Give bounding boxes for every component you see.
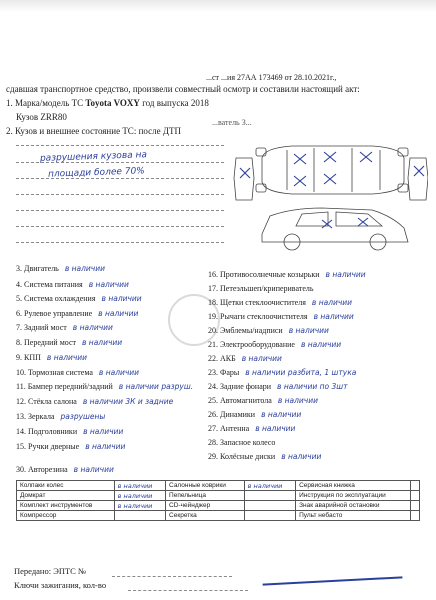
item-10: 10. Тормозная система в наличии — [16, 368, 140, 377]
model-year: год выпуска 2018 — [142, 98, 209, 108]
owner-partial: ...ватель З... — [212, 118, 252, 127]
item-17: 17. Петеэльшеп/крипериватель — [208, 284, 314, 293]
keys-line: Ключи зажигания, кол-во — [14, 580, 107, 590]
item-12: 12. Стёкла салона в наличии 3К и задние — [16, 397, 174, 406]
body-condition-line — [6, 126, 181, 137]
item-6: 6. Рулевое управление в наличии — [16, 309, 139, 318]
item-5: 5. Система охлаждения в наличии — [16, 294, 142, 303]
item-25: 25. Автомагнитола в наличии — [208, 396, 318, 405]
body-damage-note-1: разрушения кузова на — [39, 150, 148, 164]
blank-line — [16, 178, 224, 179]
item-24: 24. Задние фонари в наличии по 3шт — [208, 382, 348, 391]
blank-line — [112, 576, 232, 577]
blank-line — [16, 194, 224, 195]
item-14: 14. Подголовники в наличии — [16, 427, 124, 436]
table-row: Колпаки колес в наличии Салонные коврики в наличии Сервисная книжка — [17, 481, 420, 491]
item-11: 11. Бампер передний/задний в наличии разруш. — [16, 382, 194, 391]
item-15: 15. Ручки дверные в наличии — [16, 442, 126, 451]
item-18: 18. Щетки стеклоочистителя в наличии — [208, 298, 353, 307]
blank-line — [16, 226, 224, 227]
item-8: 8. Передний мост в наличии — [16, 338, 123, 347]
body-damage-note-2: площади более 70% — [47, 166, 145, 180]
vehicle-model-line — [6, 98, 209, 109]
item-28: 28. Запасное колесо — [208, 438, 276, 447]
vehicle-damage-diagram — [232, 138, 428, 258]
model-value: Toyota VOXY — [85, 98, 140, 108]
blank-line — [128, 590, 248, 591]
item-20: 20. Эмблемы/надписи в наличии — [208, 326, 329, 335]
item-22: 22. АКБ в наличии — [208, 354, 282, 363]
item-7: 7. Задний мост в наличии — [16, 323, 113, 332]
table-row: Комплект инструментов в наличии CD-чейнджер Знак аварийной остановки — [17, 501, 420, 511]
blank-line — [16, 145, 224, 146]
item-30: 30. Авторезина в наличии — [16, 465, 114, 474]
item-27: 27. Антенна в наличии — [208, 424, 296, 433]
item-21: 21. Электрооборудование в наличии — [208, 340, 342, 349]
item-19: 19. Рычаги стеклоочистителя в наличии — [208, 312, 354, 321]
scan-edge-shadow — [0, 0, 436, 12]
body-condition-label: 2. Кузов и внешнее состояние ТС: — [6, 126, 137, 136]
item-23: 23. Фары в наличии разбита, 1 штука — [208, 368, 357, 377]
body-number: Кузов ZRR80 — [16, 112, 67, 122]
item-3: 3. Двигатель в наличии — [16, 264, 105, 273]
signature-scribble — [262, 556, 403, 585]
item-4: 4. Система питания в наличии — [16, 280, 129, 289]
body-condition-value: после ДТП — [138, 126, 181, 136]
item-26: 26. Динамики в наличии — [208, 410, 302, 419]
doc-reference-line: ...ст ...ия 27АА 173469 от 28.10.2021г., — [206, 73, 337, 82]
equipment-table — [16, 480, 420, 521]
blank-line — [16, 242, 224, 243]
item-9: 9. КПП в наличии — [16, 353, 88, 362]
item-16: 16. Противосолнечные козырьки в наличии — [208, 270, 366, 279]
blank-line — [16, 162, 224, 163]
intro-line: сдавшая транспортное средство, произвели совместный осмотр и составили настоящий акт: — [6, 84, 360, 94]
item-29: 29. Колёсные диски в наличии — [208, 452, 322, 461]
blank-line — [16, 210, 224, 211]
model-label: 1. Марка/модель ТС — [6, 98, 84, 108]
table-row: Домкрат в наличии Пепельница Инструкция по эксплуатации — [17, 491, 420, 501]
item-13: 13. Зеркала разрушены — [16, 412, 106, 421]
table-row: Компрессор Секретка Пульт небасто — [17, 511, 420, 521]
transferred-line: Передано: ЭПТС № — [14, 566, 87, 576]
